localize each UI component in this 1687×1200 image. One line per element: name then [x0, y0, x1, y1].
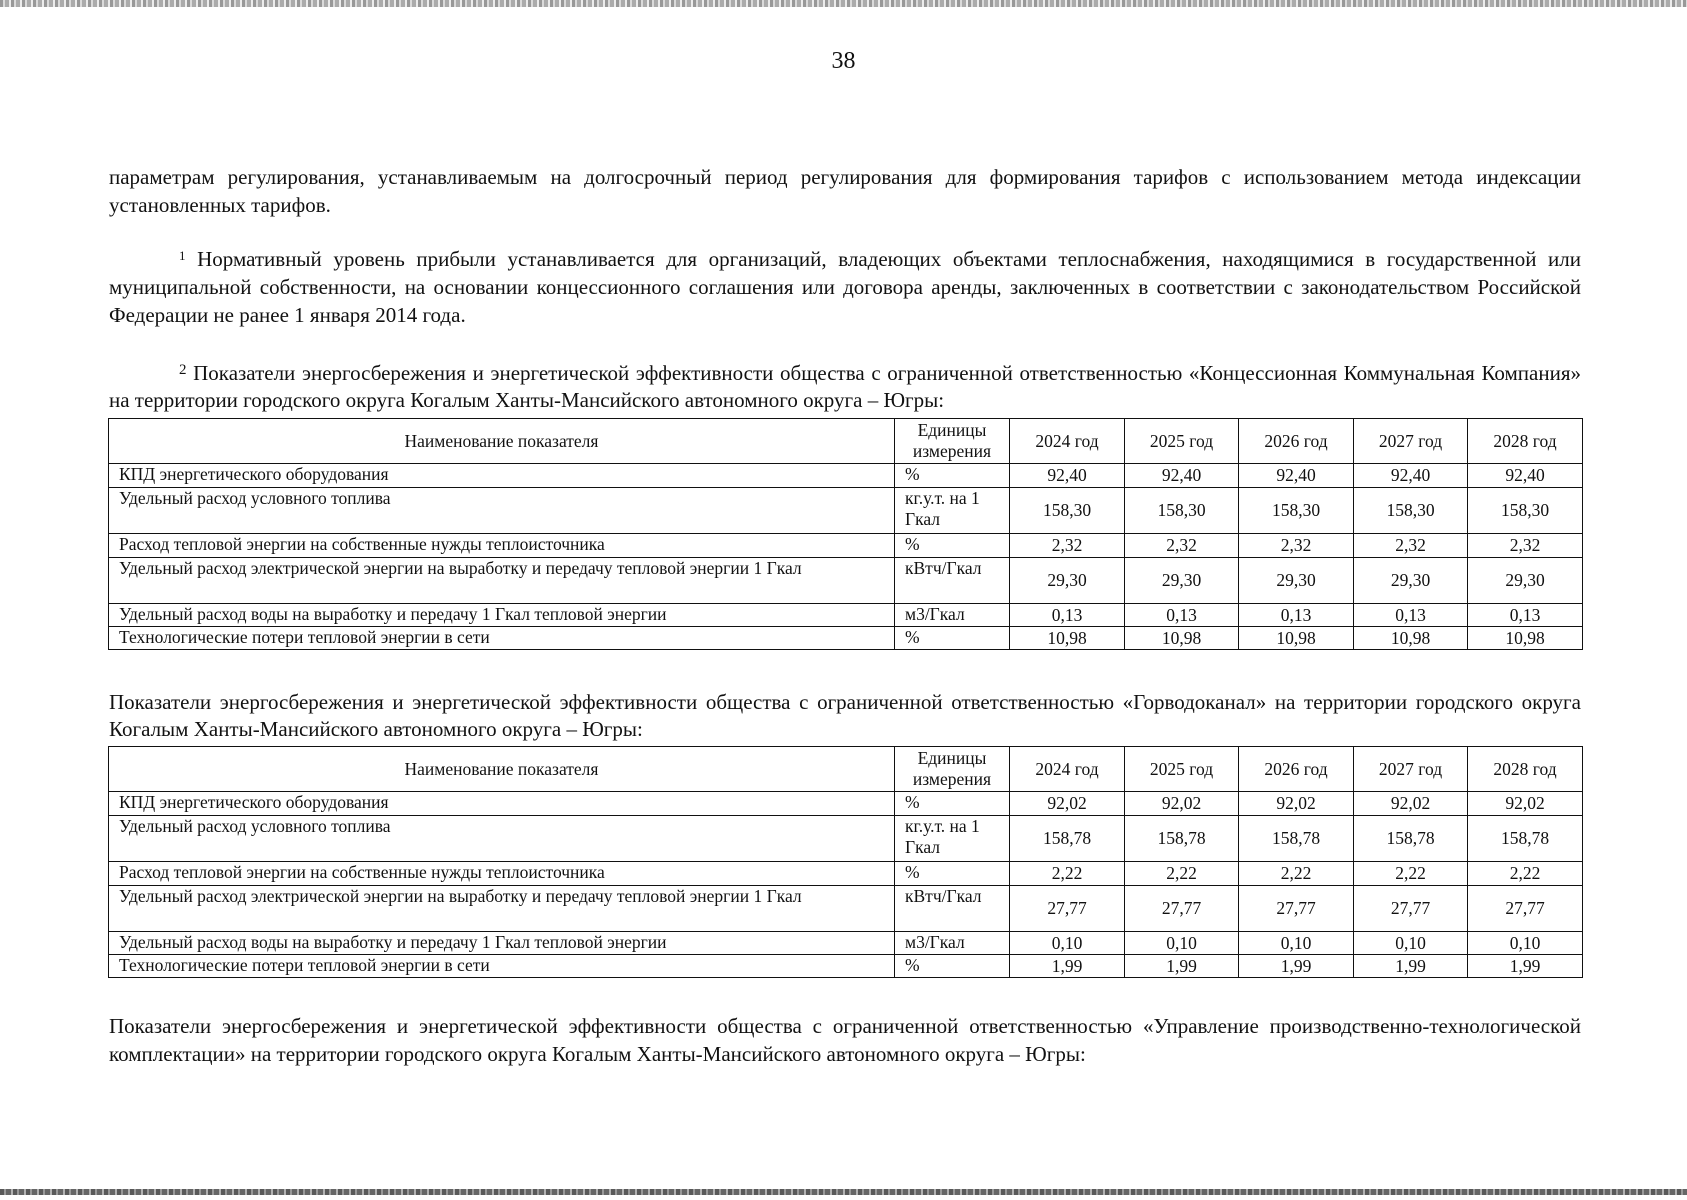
table-row: [109, 558, 1583, 604]
indicator-unit: кг.у.т. на 1 Гкал: [895, 488, 1010, 534]
indicator-value: 158,30: [1239, 488, 1354, 534]
indicator-value: 0,13: [1010, 604, 1125, 627]
header-name: Наименование показателя: [109, 419, 895, 464]
page-number: 38: [831, 48, 856, 74]
indicator-value: 158,78: [1468, 816, 1583, 862]
table-row: [109, 955, 1583, 978]
indicator-value: 92,02: [1010, 792, 1125, 816]
indicator-value: 92,40: [1010, 464, 1125, 488]
indicator-value: 2,32: [1239, 534, 1354, 558]
indicator-value: 2,22: [1468, 862, 1583, 886]
indicator-value: 29,30: [1010, 558, 1125, 604]
indicator-value: 10,98: [1125, 627, 1239, 650]
indicator-value: 158,30: [1125, 488, 1239, 534]
header-year: 2024 год: [1010, 419, 1125, 464]
section-1-heading: [109, 360, 1581, 414]
indicator-unit: %: [895, 534, 1010, 558]
indicator-value: 92,40: [1239, 464, 1354, 488]
header-unit: Единицы измерения: [895, 747, 1010, 792]
indicator-value: 0,10: [1468, 932, 1583, 955]
indicator-value: 2,32: [1354, 534, 1468, 558]
indicator-value: 0,10: [1239, 932, 1354, 955]
section-1-heading-text: Показатели энергосбережения и энергетической эффективности общества с ограниченной ответственностью «Концессионная Коммунальная Компания» на территории городского округа Когалым Ханты-Мансийского автономного округа – Югры:: [109, 361, 1582, 412]
footnote-1-mark: 1: [179, 248, 186, 263]
indicator-name: Удельный расход условного топлива: [109, 488, 895, 534]
section-3-heading: Показатели энергосбережения и энергетической эффективности общества с ограниченной ответственностью «Управление производственно-технологической комплектации» на территории городского округа Когалым Ханты-Мансийского автономного округа – Югры:: [109, 1014, 1581, 1066]
footnote-2-mark: 2: [179, 362, 187, 378]
header-year: 2024 год: [1010, 747, 1125, 792]
indicator-value: 10,98: [1468, 627, 1583, 650]
intro-paragraph: параметрам регулирования, устанавливаемым на долгосрочный период регулирования для формирования тарифов с использованием метода индексации установленных тарифов.: [109, 165, 1581, 217]
indicator-value: 158,78: [1010, 816, 1125, 862]
indicator-unit: м3/Гкал: [895, 932, 1010, 955]
indicator-value: 92,40: [1468, 464, 1583, 488]
indicator-unit: кг.у.т. на 1 Гкал: [895, 816, 1010, 862]
indicator-name: Технологические потери тепловой энергии в сети: [109, 627, 895, 650]
indicators-table-gorvodokanal: [108, 746, 1583, 978]
indicator-value: 92,02: [1125, 792, 1239, 816]
indicator-value: 1,99: [1354, 955, 1468, 978]
indicator-value: 0,10: [1010, 932, 1125, 955]
indicator-value: 29,30: [1125, 558, 1239, 604]
indicator-value: 92,40: [1125, 464, 1239, 488]
header-year: 2027 год: [1354, 419, 1468, 464]
header-year: 2025 год: [1125, 747, 1239, 792]
indicator-value: 29,30: [1239, 558, 1354, 604]
table-row: [109, 792, 1583, 816]
indicator-name: КПД энергетического оборудования: [109, 464, 895, 488]
indicator-value: 1,99: [1468, 955, 1583, 978]
indicator-value: 29,30: [1468, 558, 1583, 604]
indicator-value: 158,78: [1354, 816, 1468, 862]
indicator-unit: кВтч/Гкал: [895, 558, 1010, 604]
table-header-row: [109, 747, 1583, 792]
indicator-value: 0,13: [1468, 604, 1583, 627]
indicator-value: 27,77: [1010, 886, 1125, 932]
header-year: 2028 год: [1468, 747, 1583, 792]
indicator-value: 158,30: [1010, 488, 1125, 534]
indicator-value: 27,77: [1354, 886, 1468, 932]
table-row: [109, 488, 1583, 534]
indicator-unit: %: [895, 792, 1010, 816]
table-row: [109, 464, 1583, 488]
header-year: 2026 год: [1239, 747, 1354, 792]
indicators-table-kkk: [108, 418, 1583, 650]
indicator-unit: %: [895, 955, 1010, 978]
section-2-heading: Показатели энергосбережения и энергетической эффективности общества с ограниченной ответственностью «Горводоканал» на территории городского округа Когалым Ханты-Мансийского автономного округа – Югры:: [109, 690, 1581, 741]
indicator-value: 1,99: [1125, 955, 1239, 978]
indicator-name: Удельный расход воды на выработку и передачу 1 Гкал тепловой энергии: [109, 932, 895, 955]
indicator-value: 158,78: [1125, 816, 1239, 862]
scan-edge-top: [0, 0, 1687, 7]
indicator-value: 1,99: [1239, 955, 1354, 978]
indicator-value: 92,02: [1468, 792, 1583, 816]
table-row: [109, 886, 1583, 932]
indicator-name: Удельный расход электрической энергии на выработку и передачу тепловой энергии 1 Гкал: [109, 558, 895, 604]
indicator-value: 2,32: [1468, 534, 1583, 558]
indicator-value: 0,13: [1125, 604, 1239, 627]
header-year: 2027 год: [1354, 747, 1468, 792]
indicator-unit: %: [895, 464, 1010, 488]
footnote-1-text: Нормативный уровень прибыли устанавливается для организаций, владеющих объектами теплоснабжения, находящимися в государственной или муниципальной собственности, на основании концессионного соглашения или договора аренды, заключенных в соответствии с законодательством Российской Федерации не ранее 1 января 2014 года.: [109, 247, 1581, 327]
indicator-value: 1,99: [1010, 955, 1125, 978]
indicator-value: 2,22: [1354, 862, 1468, 886]
header-name: Наименование показателя: [109, 747, 895, 792]
indicator-unit: м3/Гкал: [895, 604, 1010, 627]
header-unit: Единицы измерения: [895, 419, 1010, 464]
indicator-value: 2,22: [1239, 862, 1354, 886]
indicator-value: 158,78: [1239, 816, 1354, 862]
indicator-value: 0,13: [1239, 604, 1354, 627]
footnote-1: [109, 245, 1581, 329]
table-row: [109, 627, 1583, 650]
scan-edge-bottom: [0, 1189, 1687, 1195]
indicator-name: Удельный расход электрической энергии на выработку и передачу тепловой энергии 1 Гкал: [109, 886, 895, 932]
header-year: 2026 год: [1239, 419, 1354, 464]
indicator-value: 10,98: [1239, 627, 1354, 650]
indicator-name: Расход тепловой энергии на собственные нужды теплоисточника: [109, 534, 895, 558]
indicator-value: 0,13: [1354, 604, 1468, 627]
indicator-value: 158,30: [1354, 488, 1468, 534]
indicator-value: 10,98: [1354, 627, 1468, 650]
indicator-value: 29,30: [1354, 558, 1468, 604]
indicator-name: КПД энергетического оборудования: [109, 792, 895, 816]
indicator-unit: %: [895, 627, 1010, 650]
indicator-value: 10,98: [1010, 627, 1125, 650]
indicator-value: 2,22: [1010, 862, 1125, 886]
indicator-value: 92,02: [1239, 792, 1354, 816]
indicator-unit: кВтч/Гкал: [895, 886, 1010, 932]
table-row: [109, 862, 1583, 886]
indicator-value: 158,30: [1468, 488, 1583, 534]
indicator-name: Расход тепловой энергии на собственные нужды теплоисточника: [109, 862, 895, 886]
indicator-value: 2,22: [1125, 862, 1239, 886]
header-year: 2028 год: [1468, 419, 1583, 464]
indicator-value: 2,32: [1125, 534, 1239, 558]
table-header-row: [109, 419, 1583, 464]
indicator-value: 27,77: [1239, 886, 1354, 932]
indicator-unit: %: [895, 862, 1010, 886]
indicator-name: Удельный расход воды на выработку и передачу 1 Гкал тепловой энергии: [109, 604, 895, 627]
table-row: [109, 932, 1583, 955]
indicator-value: 92,02: [1354, 792, 1468, 816]
indicator-value: 0,10: [1125, 932, 1239, 955]
indicator-value: 2,32: [1010, 534, 1125, 558]
indicator-name: Удельный расход условного топлива: [109, 816, 895, 862]
table-row: [109, 816, 1583, 862]
indicator-value: 92,40: [1354, 464, 1468, 488]
header-year: 2025 год: [1125, 419, 1239, 464]
indicator-value: 27,77: [1125, 886, 1239, 932]
indicator-name: Технологические потери тепловой энергии в сети: [109, 955, 895, 978]
table-row: [109, 534, 1583, 558]
indicator-value: 0,10: [1354, 932, 1468, 955]
indicator-value: 27,77: [1468, 886, 1583, 932]
table-row: [109, 604, 1583, 627]
